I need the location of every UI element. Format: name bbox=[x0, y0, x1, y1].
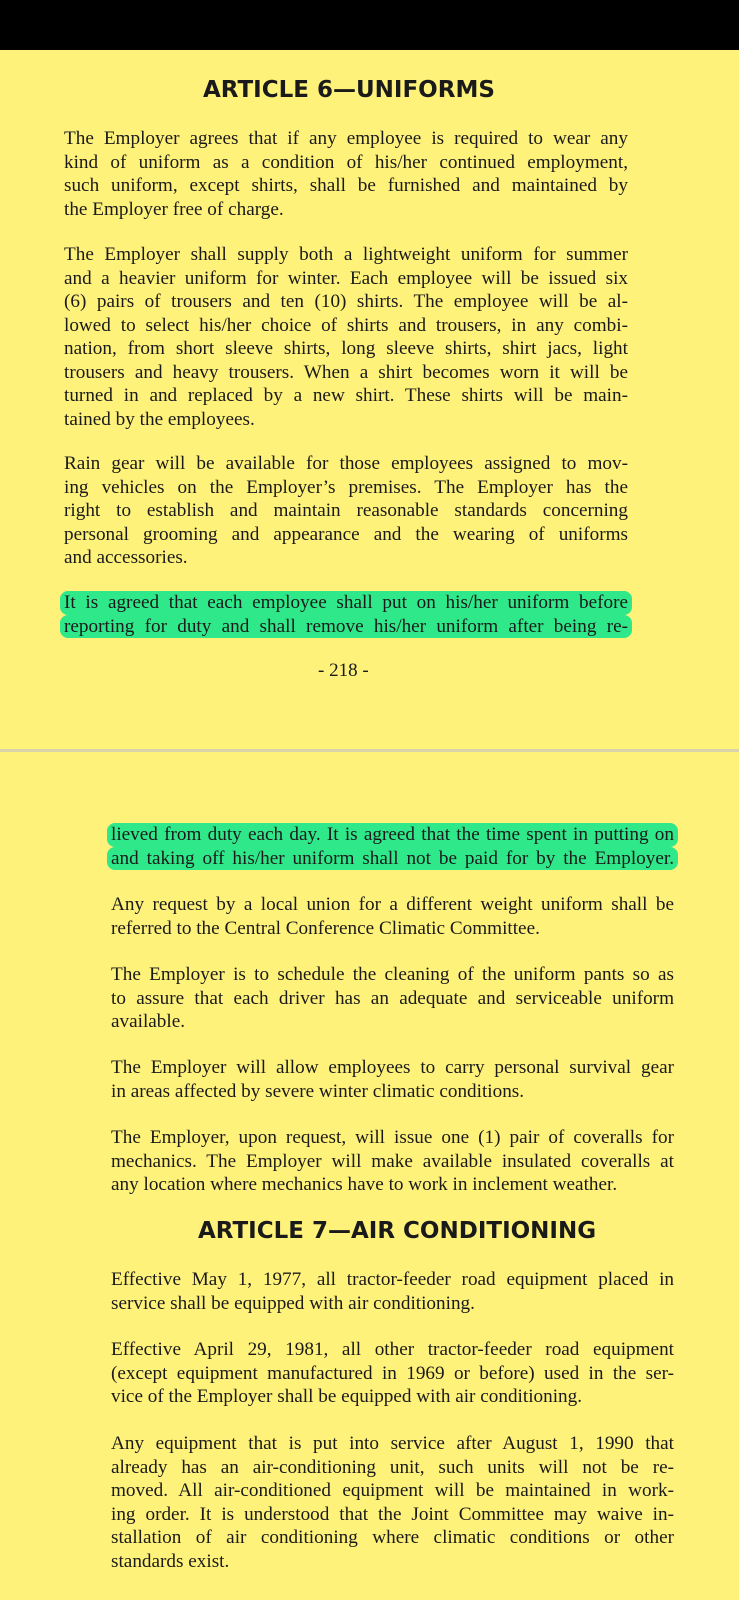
text-line: Any request by a local union for a different weight uniform shall be bbox=[111, 894, 674, 915]
text-line: The Employer is to schedule the cleaning of the uniform pants so as bbox=[111, 964, 674, 985]
text-line: Rain gear will be available for those employees assigned to mov- bbox=[64, 453, 628, 474]
text-line: mechanics. The Employer will make available insulated coveralls at bbox=[111, 1150, 674, 1172]
highlighted-text-line[interactable]: lieved from duty each day. It is agreed that the time spent in putting on bbox=[107, 823, 678, 847]
text-line: kind of uniform as a condition of his/her continued employment, bbox=[64, 151, 628, 173]
text-line: stallation of air conditioning where climatic conditions or other bbox=[111, 1527, 674, 1548]
text-line: (except equipment manufactured in 1969 or before) used in the ser- bbox=[111, 1362, 674, 1384]
page-219 bbox=[0, 752, 739, 1600]
text-line: vice of the Employer shall be equipped with air conditioning. bbox=[111, 1386, 583, 1407]
text-line: nation, from short sleeve shirts, long sleeve shirts, shirt jacs, light bbox=[64, 338, 628, 359]
page-218 bbox=[0, 50, 739, 749]
text-line: standards exist. bbox=[111, 1550, 230, 1572]
highlighted-passage-end[interactable] bbox=[111, 823, 674, 870]
text-line: ing order. It is understood that the Joint Committee may waive in- bbox=[111, 1503, 674, 1525]
article-7-heading: ARTICLE 7—AIR CONDITIONING bbox=[198, 1218, 597, 1244]
text-line: service shall be equipped with air conditioning. bbox=[111, 1292, 475, 1314]
text-line: The Employer shall supply both a lightweight uniform for summer bbox=[64, 244, 628, 265]
article-6-paragraph-8 bbox=[111, 1126, 674, 1197]
article-6-heading: ARTICLE 6—UNIFORMS bbox=[203, 77, 495, 103]
article-6-paragraph-2 bbox=[64, 243, 628, 431]
text-line: Any equipment that is put into service after August 1, 1990 that bbox=[111, 1433, 674, 1454]
text-line: available. bbox=[111, 1011, 186, 1032]
highlighted-text-line[interactable]: reporting for duty and shall remove his/her uniform after being re- bbox=[60, 615, 632, 639]
article-7-paragraph-2 bbox=[111, 1338, 674, 1409]
text-line: right to establish and maintain reasonable standards concerning bbox=[64, 500, 628, 521]
top-status-bar bbox=[0, 0, 739, 50]
text-line: moved. All air-conditioned equipment will be maintained in work- bbox=[111, 1480, 674, 1501]
page-number: - 218 - bbox=[318, 660, 369, 681]
text-line: in areas affected by severe winter climatic conditions. bbox=[111, 1080, 525, 1102]
text-line: any location where mechanics have to work in inclement weather. bbox=[111, 1174, 618, 1195]
text-line: the Employer free of charge. bbox=[64, 198, 284, 220]
text-line: and accessories. bbox=[64, 547, 188, 568]
article-6-paragraph-5 bbox=[111, 893, 674, 940]
text-line: lowed to select his/her choice of shirts and trousers, in any combi- bbox=[64, 314, 628, 336]
text-line: to assure that each driver has an adequate and serviceable uniform bbox=[111, 987, 674, 1009]
text-line: The Employer, upon request, will issue one (1) pair of coveralls for bbox=[111, 1127, 674, 1148]
article-6-paragraph-3 bbox=[64, 452, 628, 570]
text-line: (6) pairs of trousers and ten (10) shirts. The employee will be al- bbox=[64, 291, 628, 312]
text-line: already has an air-conditioning unit, such units will not be re- bbox=[111, 1456, 674, 1478]
text-line: Effective April 29, 1981, all other tractor-feeder road equipment bbox=[111, 1339, 674, 1360]
text-line: Effective May 1, 1977, all tractor-feeder road equipment placed in bbox=[111, 1269, 674, 1290]
highlighted-text-line[interactable]: It is agreed that each employee shall put on his/her uniform before bbox=[60, 591, 632, 615]
text-line: The Employer agrees that if any employee is required to wear any bbox=[64, 128, 628, 149]
article-7-paragraph-3 bbox=[111, 1432, 674, 1573]
text-line: The Employer will allow employees to carry personal survival gear bbox=[111, 1057, 674, 1078]
article-7-paragraph-1 bbox=[111, 1268, 674, 1315]
article-6-paragraph-6 bbox=[111, 963, 674, 1034]
text-line: turned in and replaced by a new shirt. These shirts will be main- bbox=[64, 385, 628, 406]
text-line: tained by the employees. bbox=[64, 408, 255, 430]
article-6-paragraph-7 bbox=[111, 1056, 674, 1103]
text-line: trousers and heavy trousers. When a shirt becomes worn it will be bbox=[64, 361, 628, 383]
text-line: such uniform, except shirts, shall be furnished and maintained by bbox=[64, 175, 628, 196]
highlighted-text-line[interactable]: and taking off his/her uniform shall not be paid for by the Employer. bbox=[107, 847, 678, 871]
article-6-paragraph-1 bbox=[64, 127, 628, 221]
text-line: ing vehicles on the Employer’s premises. The Employer has the bbox=[64, 476, 628, 498]
text-line: and a heavier uniform for winter. Each employee will be issued six bbox=[64, 267, 628, 289]
text-line: personal grooming and appearance and the wearing of uniforms bbox=[64, 523, 628, 545]
highlighted-passage-start[interactable] bbox=[64, 591, 628, 638]
text-line: referred to the Central Conference Climatic Committee. bbox=[111, 917, 540, 939]
